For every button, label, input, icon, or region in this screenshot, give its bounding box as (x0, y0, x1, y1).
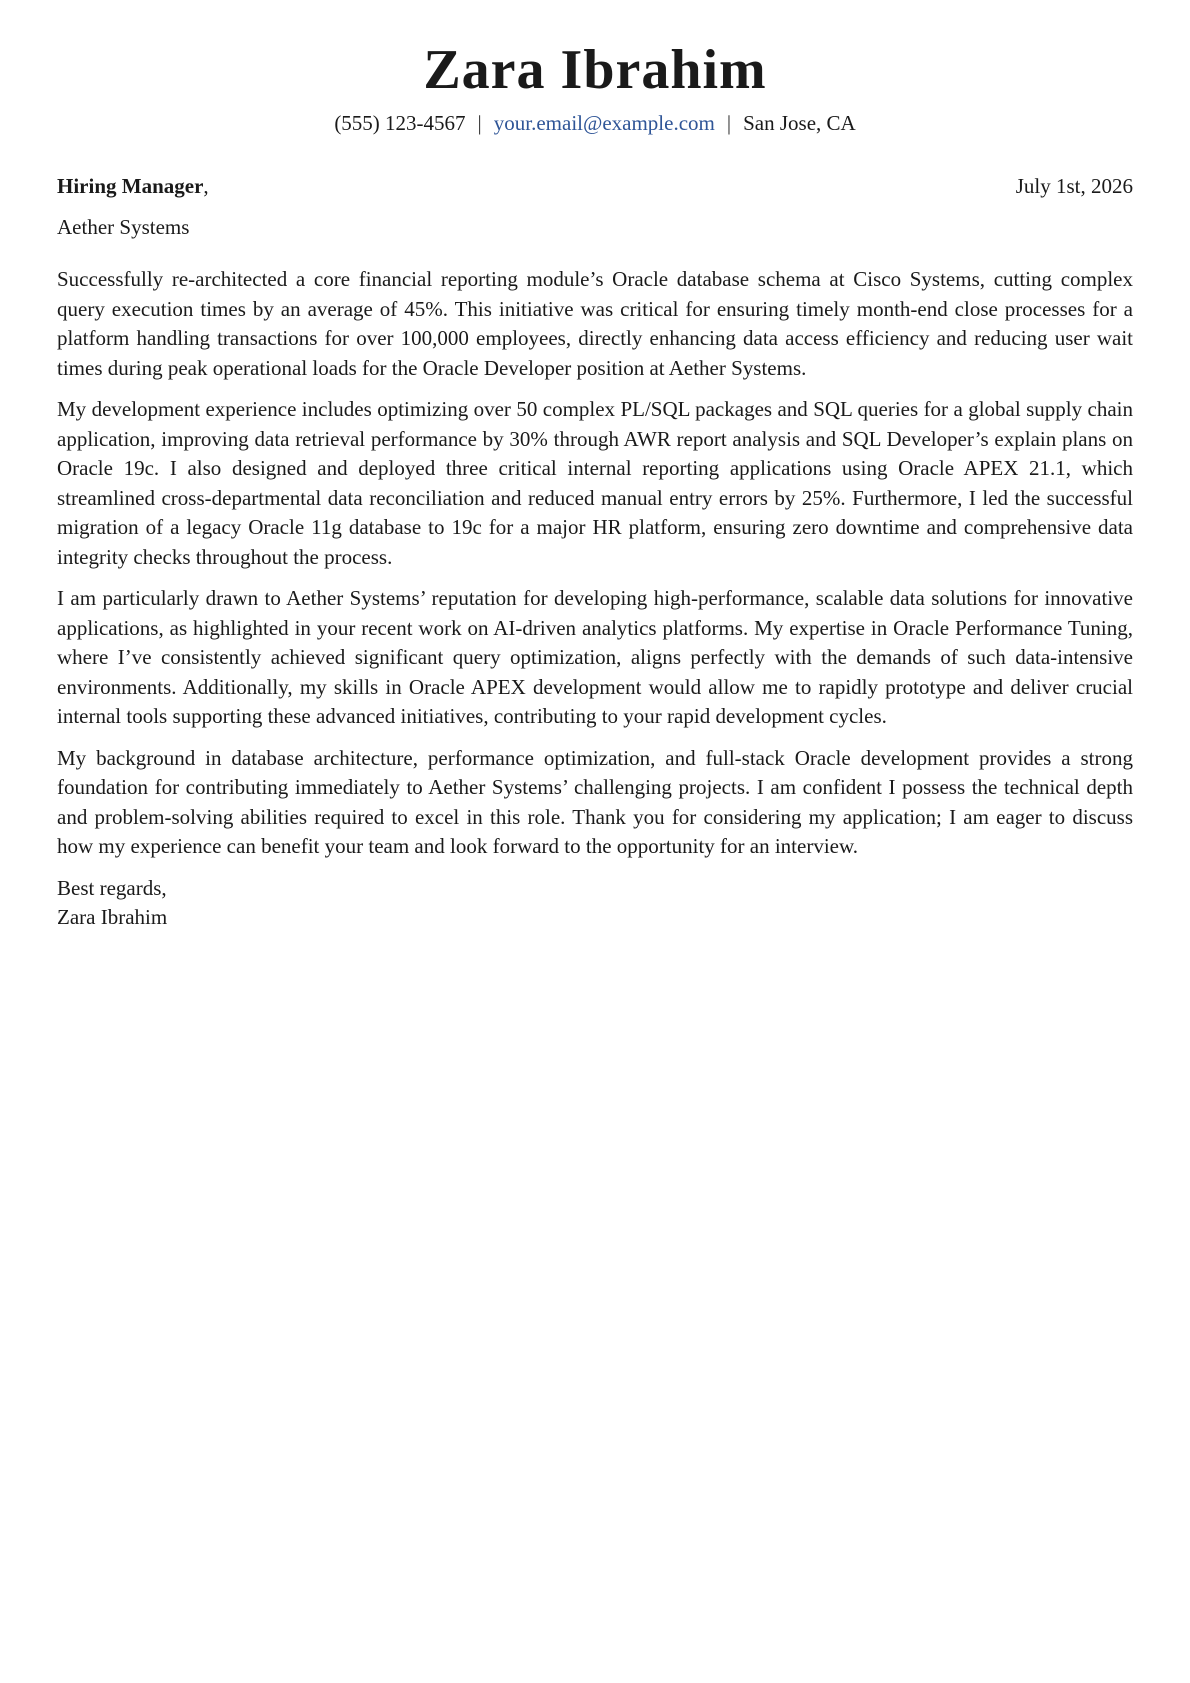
body-paragraph: Successfully re-architected a core financial reporting module’s Oracle database schema at Cisco Systems, cutting complex query execution times by an average of 45%. This initiative was critical for ensuring timely month-end close processes for a platform handling transactions for over 100,000 employees, directly enhancing data access efficiency and reducing user wait times during peak operational loads for the Oracle Developer position at Aether Systems. (57, 267, 1133, 380)
contact-separator: | (477, 110, 482, 135)
phone-number: (555) 123-4567 (334, 110, 466, 135)
recipient-title-suffix: , (203, 173, 209, 198)
body-paragraph: My background in database architecture, performance optimization, and full-stack Oracle development provides a strong foundation for contributing immediately to Aether Systems’ challenging projects. I am confident I possess the technical depth and problem-solving abilities required to excel in this role. Thank you for considering my application; I am eager to discuss how my experience can benefit your team and look forward to the opportunity for an interview. (57, 745, 1133, 859)
email-link[interactable]: your.email@example.com (493, 110, 715, 135)
applicant-name: Zara Ibrahim (423, 39, 767, 101)
signature-name: Zara Ibrahim (57, 905, 168, 930)
contact-separator: | (726, 110, 732, 135)
recipient-company: Aether Systems (57, 215, 190, 240)
closing-salutation: Best regards, (57, 875, 167, 900)
body-paragraph: I am particularly drawn to Aether Systems’ reputation for developing high-performance, scalable data solutions for innovative applications, as highlighted in your recent work on AI-driven analytics platforms. My expertise in Oracle Performance Tuning, where I’ve consistently achieved significant query optimization, aligns perfectly with the demands of such data-intensive environments. Additionally, my skills in Oracle APEX development would allow me to rapidly prototype and deliver crucial internal tools supporting these advanced initiatives, contributing to your rapid development cycles. (57, 586, 1133, 729)
recipient-date-row (57, 173, 1133, 200)
contact-line (57, 110, 1133, 137)
letter-header (57, 40, 1133, 137)
letter-closing (57, 874, 1133, 933)
recipient-title: Hiring Manager (57, 173, 204, 198)
letter-body (57, 265, 1133, 862)
letter-date: July 1st, 2026 (1015, 173, 1133, 198)
recipient-line (57, 173, 209, 200)
body-paragraph: My development experience includes optimizing over 50 complex PL/SQL packages and SQL queries for a global supply chain application, improving data retrieval performance by 30% through AWR report analysis and SQL Developer’s explain plans on Oracle 19c. I also designed and deployed three critical internal reporting applications using Oracle APEX 21.1, which streamlined cross-departmental data reconciliation and reduced manual entry errors by 25%. Furthermore, I led the successful migration of a legacy Oracle 11g database to 19c for a major HR platform, ensuring zero downtime and comprehensive data integrity checks throughout the process. (57, 397, 1133, 569)
location: San Jose, CA (743, 110, 856, 135)
